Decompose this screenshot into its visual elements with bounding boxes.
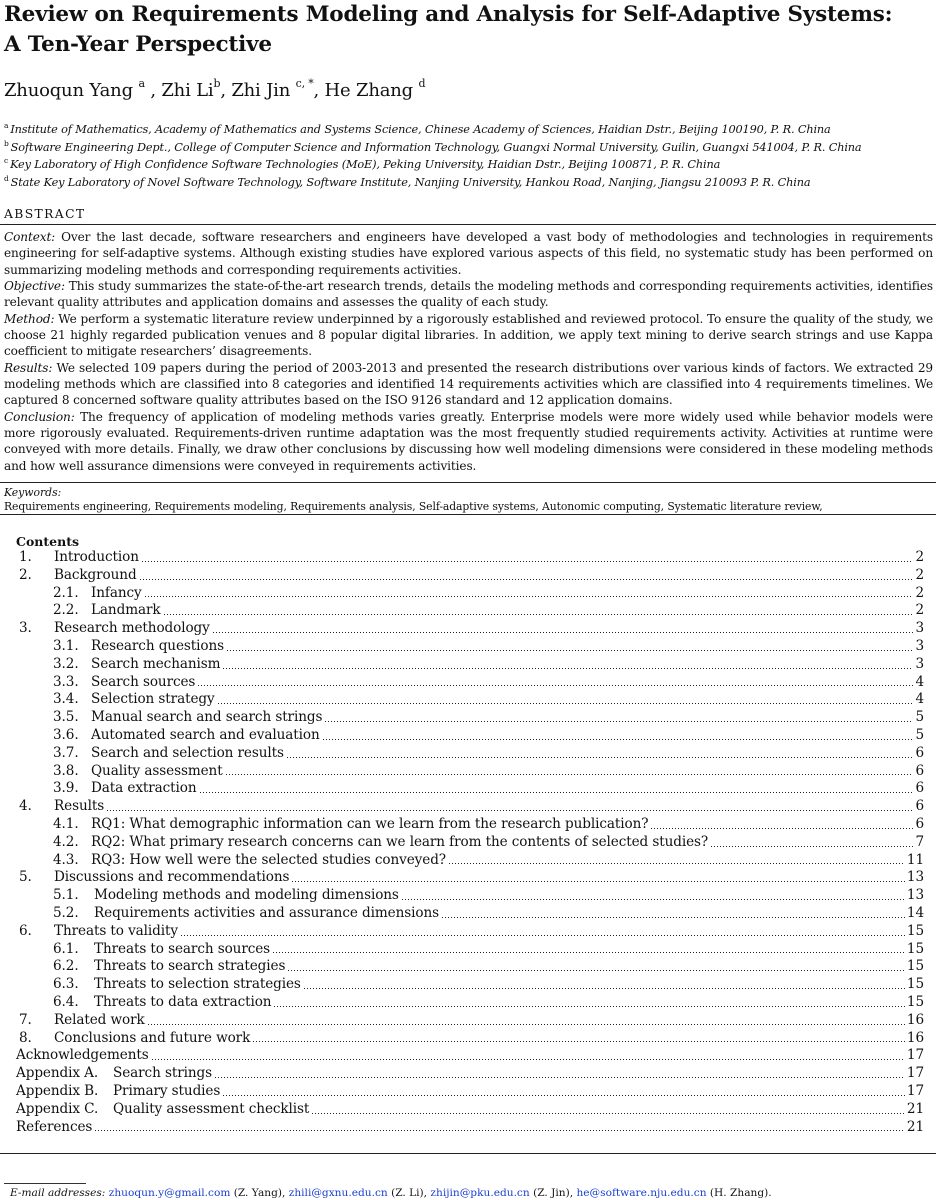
toc-entry-title: Search sources [91,673,196,690]
toc-entry-page: 15 [906,958,924,975]
toc-entry-page: 21 [906,1118,924,1135]
toc-entry-title: Introduction [54,549,139,565]
email-link[interactable]: he@software.nju.edu.cn [576,1187,707,1199]
toc-entry-number: 1. [19,549,32,565]
toc-entry[interactable] [53,745,924,763]
toc-entry[interactable] [53,585,924,603]
toc-entry-number: 6. [19,922,32,939]
toc-dot-leader [441,915,905,919]
toc-entry[interactable] [53,834,924,852]
toc-entry-page: 6 [915,816,924,832]
toc-entry[interactable] [19,798,924,816]
affiliation-mark: b [4,138,9,148]
affiliation-text: Institute of Mathematics, Academy of Mathematics and Systems Science, Chinese Academy of Sciences, Haidian Dstr., Beijing 100190, P. R. China [10,123,831,136]
author-list: Zhuoqun Yang $^a$ , Zhi Li$^b$, Zhi Jin $^{c, *}$, He Zhang $^d$ [4,77,426,101]
toc-dot-leader [163,613,914,617]
toc-entry-title: Threats to data extraction [94,994,272,1010]
abstract-results [4,360,933,409]
toc-entry[interactable] [19,1012,924,1030]
toc-entry-page: 5 [915,727,924,743]
keywords-bottom-rule [0,514,936,515]
author-affil-mark: d [418,77,426,90]
email-link[interactable]: zhuoqun.y@gmail.com [108,1187,231,1199]
toc-entry-title: Background [54,566,137,583]
toc-entry-page: 11 [906,851,924,868]
affiliation-list [4,121,934,191]
toc-dot-leader [222,666,913,670]
toc-entry[interactable] [53,602,924,620]
author-name: He Zhang [324,80,413,101]
toc-entry[interactable] [53,656,924,674]
toc-entry-page: 3 [915,620,924,637]
toc-entry-title: Acknowledgements [16,1047,149,1064]
toc-entry-title: RQ3: How well were the selected studies conveyed? [91,851,446,868]
toc-entry-title: Primary studies [113,1083,221,1099]
abstract-section-text: We perform a systematic literature review underpinned by a rigorously established and reviewed protocol. To ensure the quality of the study, we choose 21 highly regarded publication venues and 8 popular digital libraries. In addition, we apply text mining to derive search strings and use Kappa coefficient to mitigate researchers’ disagreements. [4,311,933,359]
toc-entry-title: Results [54,798,105,815]
toc-entry-title: Infancy [91,584,142,601]
toc-dot-leader [303,987,905,991]
paper-title-line-1: Review on Requirements Modeling and Analysis for Self-Adaptive Systems: [4,2,893,27]
toc-entry-title: Automated search and evaluation [91,727,320,743]
toc-entry[interactable] [16,1065,924,1083]
toc-entry[interactable] [53,994,924,1012]
toc-entry-number: 3.4. [53,691,79,708]
toc-entry-number: 6.3. [53,976,79,993]
toc-dot-leader [322,737,914,741]
toc-entry-page: 2 [915,602,924,619]
contents-heading: Contents [16,534,80,549]
affiliation-mark: a [4,121,9,131]
author-affil-mark: a [138,77,145,90]
toc-entry-page: 16 [906,1029,924,1046]
keywords-text: Requirements engineering, Requirements modeling, Requirements analysis, Self-adaptive systems, Autonomic computing, Systematic literature review, [4,500,823,513]
abstract-heading: ABSTRACT [4,207,86,221]
toc-entry-title: Data extraction [91,780,197,797]
toc-entry-number: 3.7. [53,744,79,761]
affiliation [4,174,934,192]
author-name: Zhi Li [161,80,214,101]
toc-entry-title: RQ2: What primary research concerns can we learn from the contents of selected studies? [91,833,709,850]
toc-entry[interactable] [53,691,924,709]
toc-entry-title: Manual search and search strings [91,709,323,726]
keywords-label: Keywords: [4,486,62,499]
abstract-top-rule [0,224,936,225]
email-owner: (Z. Yang), [233,1187,286,1199]
toc-entry-number: 6.1. [53,940,79,957]
toc-entry[interactable] [19,923,924,941]
toc-entry-page: 4 [915,673,924,690]
footnote-emails [10,1186,772,1200]
toc-entry[interactable] [53,727,924,745]
toc-entry[interactable] [19,1030,924,1048]
toc-entry-page: 15 [906,994,924,1010]
toc-entry-title: Search and selection results [91,744,284,761]
toc-entry-number: 3.3. [53,673,79,690]
toc-entry-title: Landmark [91,602,161,619]
affiliation-text: State Key Laboratory of Novel Software Technology, Software Institute, Nanjing University, Hankou Road, Nanjing, Jiangsu 210093 P. R. China [10,175,811,189]
toc-dot-leader [401,898,905,902]
toc-entry-page: 5 [915,709,924,726]
toc-dot-leader [222,1093,905,1097]
toc-entry-title: References [16,1118,93,1135]
toc-dot-leader [139,577,914,581]
toc-entry-title: Threats to validity [54,922,178,939]
affiliation [4,156,934,174]
toc-entry-number: 5. [19,869,32,886]
toc-entry-number: 7. [19,1011,32,1028]
toc-entry-page: 15 [906,922,924,939]
toc-dot-leader [272,951,905,955]
toc-dot-leader [197,684,913,688]
toc-dot-leader [710,844,913,848]
toc-entry-number: Appendix B. [16,1083,99,1099]
toc-entry[interactable] [53,905,924,923]
toc-entry-number: 5.2. [53,905,79,921]
toc-entry[interactable] [19,549,924,567]
toc-dot-leader [286,755,914,759]
abstract-method [4,311,933,360]
toc-entry-title: Discussions and recommendations [54,869,290,886]
toc-dot-leader [273,1004,904,1008]
toc-entry-title: RQ1: What demographic information can we learn from the research publication? [91,816,649,832]
toc-entry-number: 3.1. [53,638,79,654]
toc-dot-leader [151,1058,905,1062]
toc-entry-number: 6.4. [53,994,79,1010]
toc-entry[interactable] [19,567,924,585]
toc-entry[interactable] [53,780,924,798]
toc-entry-number: 3.9. [53,780,79,797]
toc-entry-number: 5.1. [53,887,79,904]
abstract-section-text: The frequency of application of modeling methods varies greatly. Enterprise models were more widely used while behavior models were more rigorously evaluated. Requirements-driven runtime adaptation was the most frequently studied requirements activity. Activities at runtime were conveyed with more details. Finally, we draw other conclusions by discussing how well modeling dimensions were considered in these modeling methods and how well assurance dimensions were conveyed in requirements activities. [4,409,933,473]
toc-entry-page: 6 [915,780,924,797]
affiliation-text: Software Engineering Dept., College of Computer Science and Information Technology, Guangxi Normal University, Guilin, Guangxi 541004, P. R. China [10,140,862,154]
toc-entry-page: 4 [915,691,924,708]
toc-entry[interactable] [53,958,924,976]
toc-dot-leader [214,1076,905,1080]
toc-entry[interactable] [53,674,924,692]
toc-entry-title: Research methodology [54,620,210,637]
toc-dot-leader [199,791,914,795]
toc-entry-number: 2. [19,566,32,583]
toc-entry-title: Search mechanism [91,655,221,672]
toc-dot-leader [180,933,905,937]
page-bottom-rule [0,1153,936,1154]
toc-entry-page: 15 [906,976,924,993]
toc-dot-leader [324,720,913,724]
toc-entry-title: Selection strategy [91,691,215,708]
toc-entry-page: 17 [906,1065,924,1082]
author-affil-mark: c, * [295,77,314,90]
toc-entry[interactable] [19,620,924,638]
abstract-section-label: Context: [4,230,56,244]
toc-entry-title: Conclusions and future work [54,1029,251,1046]
toc-entry-page: 15 [906,940,924,957]
email-owner: (Z. Li), [391,1187,428,1199]
toc-entry-number: 3.6. [53,727,79,743]
toc-entry[interactable] [16,1083,924,1101]
toc-entry[interactable] [19,869,924,887]
toc-entry-page: 13 [906,887,924,904]
abstract-context [4,229,933,278]
toc-entry[interactable] [53,852,924,870]
keywords-top-rule [0,482,936,483]
toc-entry[interactable] [16,1047,924,1065]
toc-dot-leader [311,1111,905,1115]
toc-dot-leader [217,702,914,706]
toc-entry-title: Quality assessment [91,762,223,779]
toc-entry-number: 6.2. [53,958,79,975]
toc-entry[interactable] [53,941,924,959]
toc-entry-number: 8. [19,1029,32,1046]
toc-entry-number: 3.5. [53,709,79,726]
toc-entry-page: 6 [915,762,924,779]
toc-dot-leader [448,862,905,866]
toc-dot-leader [287,969,905,973]
abstract-section-label: Conclusion: [4,409,75,424]
toc-entry-page: 6 [915,798,924,815]
toc-entry-title: Threats to selection strategies [94,976,301,993]
paper-title-line-2: A Ten-Year Perspective [4,32,272,57]
toc-entry-title: Quality assessment checklist [113,1100,310,1117]
abstract-section-text: We selected 109 papers during the period of 2003-2013 and presented the research distributions over various kinds of factors. We extracted 29 modeling methods which are classified into 8 categories and identified 14 requirements activities which are classified into 4 requirements timelines. We captured 8 concerned software quality attributes based on the ISO 9126 standard and 12 application domains. [4,360,933,408]
toc-entry-number: 3. [19,620,32,637]
toc-dot-leader [650,826,913,830]
email-owner: (Z. Jin), [533,1187,574,1199]
paper-title [4,0,934,60]
toc-entry[interactable] [53,638,924,656]
affiliation-text: Key Laboratory of High Confidence Software Technologies (MoE), Peking University, Haidian Dstr., Beijing 100871, P. R. China [10,158,721,171]
toc-entry-number: 4. [19,798,32,815]
toc-entry-number: 3.8. [53,762,79,779]
toc-entry-page: 6 [915,744,924,761]
toc-entry-title: Research questions [91,638,224,654]
toc-entry-page: 17 [906,1083,924,1099]
abstract-section-label: Results: [4,360,53,375]
toc-entry-number: 3.2. [53,655,79,672]
toc-entry-number: Appendix A. [16,1065,99,1082]
abstract-section-label: Method: [4,311,55,326]
toc-dot-leader [141,559,914,563]
toc-dot-leader [94,1129,905,1133]
email-owner: (H. Zhang). [709,1187,772,1199]
toc-entry-page: 2 [915,584,924,601]
toc-dot-leader [252,1040,905,1044]
affiliation-mark: c [4,156,9,166]
toc-entry-page: 16 [906,1011,924,1028]
toc-dot-leader [212,631,914,635]
toc-entry-number: 2.2. [53,602,79,619]
email-link[interactable]: zhili@gxnu.edu.cn [288,1187,388,1199]
toc-entry-page: 21 [906,1100,924,1117]
abstract-section-text: Over the last decade, software researchers and engineers have developed a vast body of methodologies and technologies in requirements engineering for self-adaptive systems. Although existing studies have explored various aspects of this field, no systematic study has been performed on summarizing modeling methods and corresponding requirements activities. [4,230,933,277]
abstract-section-text: This study summarizes the state-of-the-art research trends, details the modeling methods and corresponding requirements activities, identifies relevant quality attributes and application domains and assesses the quality of each study. [4,279,933,310]
author-name: Zhuoqun Yang [4,80,133,101]
toc-entry[interactable] [53,887,924,905]
toc-entry-title: Search strings [113,1065,212,1082]
abstract-section-label: Objective: [4,279,65,294]
toc-entry[interactable] [53,976,924,994]
toc-entry-page: 2 [915,549,924,565]
toc-entry[interactable] [53,816,924,834]
toc-entry[interactable] [16,1119,924,1137]
toc-dot-leader [291,880,905,884]
toc-entry-title: Requirements activities and assurance dimensions [94,905,439,921]
affiliation [4,139,934,157]
toc-entry[interactable] [16,1101,924,1119]
toc-entry-number: 2.1. [53,584,79,601]
toc-entry-number: Appendix C. [16,1100,99,1117]
toc-entry-title: Related work [54,1011,145,1028]
footnote-label: E-mail addresses: [10,1187,106,1199]
toc-dot-leader [144,595,914,599]
toc-entry-page: 13 [906,869,924,886]
footnote-rule [4,1183,86,1184]
toc-entry-page: 2 [915,566,924,583]
email-link[interactable]: zhijin@pku.edu.cn [430,1187,530,1199]
abstract-body [4,229,933,474]
toc-entry-page: 3 [915,655,924,672]
toc-entry-number: 4.2. [53,833,79,850]
toc-entry-title: Modeling methods and modeling dimensions [94,887,399,904]
toc-dot-leader [147,1022,905,1026]
toc-dot-leader [106,809,913,813]
toc-entry-page: 14 [906,905,924,921]
toc-dot-leader [225,773,914,777]
author-affil-mark: b [213,77,221,90]
toc-entry-page: 3 [915,638,924,654]
affiliation [4,121,934,139]
toc-entry-number: 4.3. [53,851,79,868]
toc-entry-number: 4.1. [53,816,79,832]
abstract-conclusion [4,409,933,474]
toc-entry[interactable] [53,763,924,781]
toc-entry[interactable] [53,709,924,727]
toc-entry-page: 7 [915,833,924,850]
author-name: Zhi Jin [231,80,291,101]
toc-entry-page: 17 [906,1047,924,1064]
affiliation-mark: d [4,173,9,183]
toc-dot-leader [226,648,913,652]
abstract-objective [4,278,933,311]
toc-entry-title: Threats to search strategies [94,958,286,975]
toc-entry-title: Threats to search sources [94,940,271,957]
